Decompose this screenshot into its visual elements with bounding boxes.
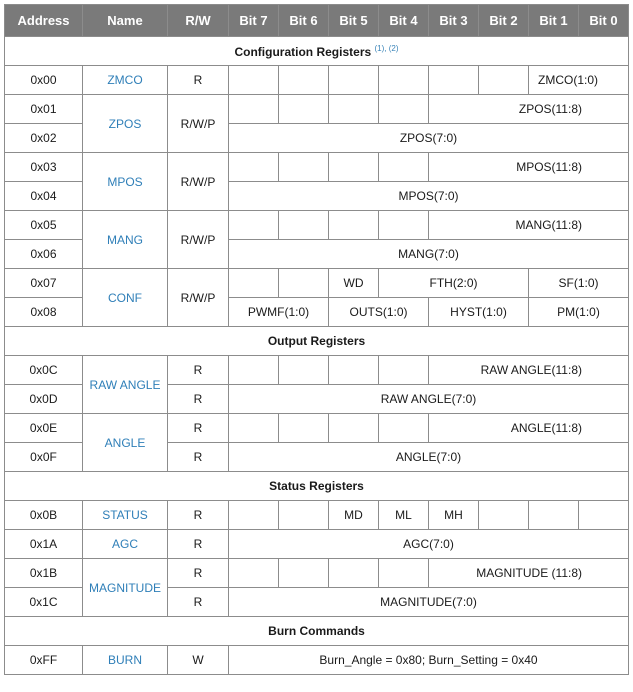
addr-cell: 0x03: [5, 153, 83, 182]
empty-bit: [279, 501, 329, 530]
col-address: Address: [5, 5, 83, 37]
empty-bit: [279, 153, 329, 182]
field-zpos-hi: ZPOS(11:8): [429, 95, 629, 124]
empty-bit: [379, 211, 429, 240]
section-status-title: Status Registers: [5, 472, 629, 501]
addr-cell: 0x00: [5, 66, 83, 95]
section-row: [5, 327, 629, 356]
section-row: [5, 617, 629, 646]
col-bit4: Bit 4: [379, 5, 429, 37]
section-config-note: (1), (2): [374, 43, 399, 53]
addr-cell: 0x0C: [5, 356, 83, 385]
field-status-mh: MH: [429, 501, 479, 530]
addr-cell: 0x08: [5, 298, 83, 327]
table-row: [5, 95, 629, 124]
field-status-ml: ML: [379, 501, 429, 530]
table-row: [5, 501, 629, 530]
addr-cell: 0x06: [5, 240, 83, 269]
rw-cell: W: [168, 646, 229, 675]
empty-bit: [429, 66, 479, 95]
reg-name-zmco: ZMCO: [83, 66, 168, 95]
section-burn-title: Burn Commands: [5, 617, 629, 646]
col-bit6: Bit 6: [279, 5, 329, 37]
addr-cell: 0x0D: [5, 385, 83, 414]
field-mpos-lo: MPOS(7:0): [229, 182, 629, 211]
rw-cell: R: [168, 356, 229, 385]
reg-name-conf: CONF: [83, 269, 168, 327]
header-row: [5, 5, 629, 37]
empty-bit: [329, 356, 379, 385]
register-map-table: [4, 4, 629, 675]
table-row: [5, 211, 629, 240]
addr-cell: 0x1A: [5, 530, 83, 559]
table-row: [5, 356, 629, 385]
addr-cell: 0x0E: [5, 414, 83, 443]
reg-name-raw-angle: RAW ANGLE: [83, 356, 168, 414]
field-conf-pwmf: PWMF(1:0): [229, 298, 329, 327]
rw-cell: R: [168, 559, 229, 588]
section-row: [5, 472, 629, 501]
field-mang-hi: MANG(11:8): [429, 211, 629, 240]
empty-bit: [329, 66, 379, 95]
reg-name-status: STATUS: [83, 501, 168, 530]
section-output-title: Output Registers: [5, 327, 629, 356]
reg-name-mpos: MPOS: [83, 153, 168, 211]
field-angle-hi: ANGLE(11:8): [429, 414, 629, 443]
field-conf-sf: SF(1:0): [529, 269, 629, 298]
empty-bit: [379, 95, 429, 124]
field-mpos-hi: MPOS(11:8): [429, 153, 629, 182]
empty-bit: [379, 414, 429, 443]
empty-bit: [579, 501, 629, 530]
field-angle-lo: ANGLE(7:0): [229, 443, 629, 472]
field-magnitude-hi: MAGNITUDE (11:8): [429, 559, 629, 588]
addr-cell: 0xFF: [5, 646, 83, 675]
empty-bit: [329, 95, 379, 124]
table-row: [5, 414, 629, 443]
rw-cell: R: [168, 66, 229, 95]
empty-bit: [529, 501, 579, 530]
empty-bit: [279, 211, 329, 240]
field-conf-outs: OUTS(1:0): [329, 298, 429, 327]
table-row: [5, 530, 629, 559]
empty-bit: [229, 66, 279, 95]
rw-cell: R/W/P: [168, 95, 229, 153]
field-burn: Burn_Angle = 0x80; Burn_Setting = 0x40: [229, 646, 629, 675]
empty-bit: [479, 66, 529, 95]
reg-name-mang: MANG: [83, 211, 168, 269]
addr-cell: 0x0B: [5, 501, 83, 530]
section-config-title: Configuration Registers $^{(1), (2)}$: [5, 37, 629, 66]
col-bit2: Bit 2: [479, 5, 529, 37]
rw-cell: R: [168, 501, 229, 530]
rw-cell: R/W/P: [168, 211, 229, 269]
col-bit1: Bit 1: [529, 5, 579, 37]
empty-bit: [279, 559, 329, 588]
col-bit3: Bit 3: [429, 5, 479, 37]
empty-bit: [379, 153, 429, 182]
col-bit7: Bit 7: [229, 5, 279, 37]
col-bit5: Bit 5: [329, 5, 379, 37]
field-conf-wd: WD: [329, 269, 379, 298]
rw-cell: R/W/P: [168, 269, 229, 327]
empty-bit: [279, 414, 329, 443]
reg-name-burn: BURN: [83, 646, 168, 675]
empty-bit: [229, 269, 279, 298]
table-row: [5, 646, 629, 675]
reg-name-magnitude: MAGNITUDE: [83, 559, 168, 617]
table-row: [5, 269, 629, 298]
addr-cell: 0x05: [5, 211, 83, 240]
addr-cell: 0x0F: [5, 443, 83, 472]
rw-cell: R: [168, 530, 229, 559]
empty-bit: [329, 414, 379, 443]
field-conf-pm: PM(1:0): [529, 298, 629, 327]
table-row: [5, 66, 629, 95]
empty-bit: [229, 414, 279, 443]
rw-cell: R: [168, 588, 229, 617]
field-zmco: ZMCO(1:0): [529, 66, 629, 95]
reg-name-agc: AGC: [83, 530, 168, 559]
field-mang-lo: MANG(7:0): [229, 240, 629, 269]
empty-bit: [329, 559, 379, 588]
empty-bit: [229, 95, 279, 124]
rw-cell: R: [168, 385, 229, 414]
empty-bit: [229, 501, 279, 530]
col-bit0: Bit 0: [579, 5, 629, 37]
addr-cell: 0x02: [5, 124, 83, 153]
field-conf-fth: FTH(2:0): [379, 269, 529, 298]
field-zpos-lo: ZPOS(7:0): [229, 124, 629, 153]
empty-bit: [329, 153, 379, 182]
rw-cell: R: [168, 443, 229, 472]
empty-bit: [379, 356, 429, 385]
reg-name-angle: ANGLE: [83, 414, 168, 472]
rw-cell: R: [168, 414, 229, 443]
empty-bit: [379, 559, 429, 588]
field-status-md: MD: [329, 501, 379, 530]
empty-bit: [229, 153, 279, 182]
empty-bit: [279, 269, 329, 298]
section-row: [5, 37, 629, 66]
table-row: [5, 559, 629, 588]
addr-cell: 0x01: [5, 95, 83, 124]
empty-bit: [279, 66, 329, 95]
field-raw-angle-lo: RAW ANGLE(7:0): [229, 385, 629, 414]
rw-cell: R/W/P: [168, 153, 229, 211]
field-agc: AGC(7:0): [229, 530, 629, 559]
reg-name-zpos: ZPOS: [83, 95, 168, 153]
empty-bit: [329, 211, 379, 240]
field-raw-angle-hi: RAW ANGLE(11:8): [429, 356, 629, 385]
empty-bit: [279, 95, 329, 124]
field-conf-hyst: HYST(1:0): [429, 298, 529, 327]
addr-cell: 0x07: [5, 269, 83, 298]
field-magnitude-lo: MAGNITUDE(7:0): [229, 588, 629, 617]
table-row: [5, 153, 629, 182]
empty-bit: [479, 501, 529, 530]
empty-bit: [229, 211, 279, 240]
addr-cell: 0x1B: [5, 559, 83, 588]
empty-bit: [229, 356, 279, 385]
col-name: Name: [83, 5, 168, 37]
empty-bit: [279, 356, 329, 385]
empty-bit: [229, 559, 279, 588]
addr-cell: 0x04: [5, 182, 83, 211]
addr-cell: 0x1C: [5, 588, 83, 617]
empty-bit: [379, 66, 429, 95]
col-rw: R/W: [168, 5, 229, 37]
